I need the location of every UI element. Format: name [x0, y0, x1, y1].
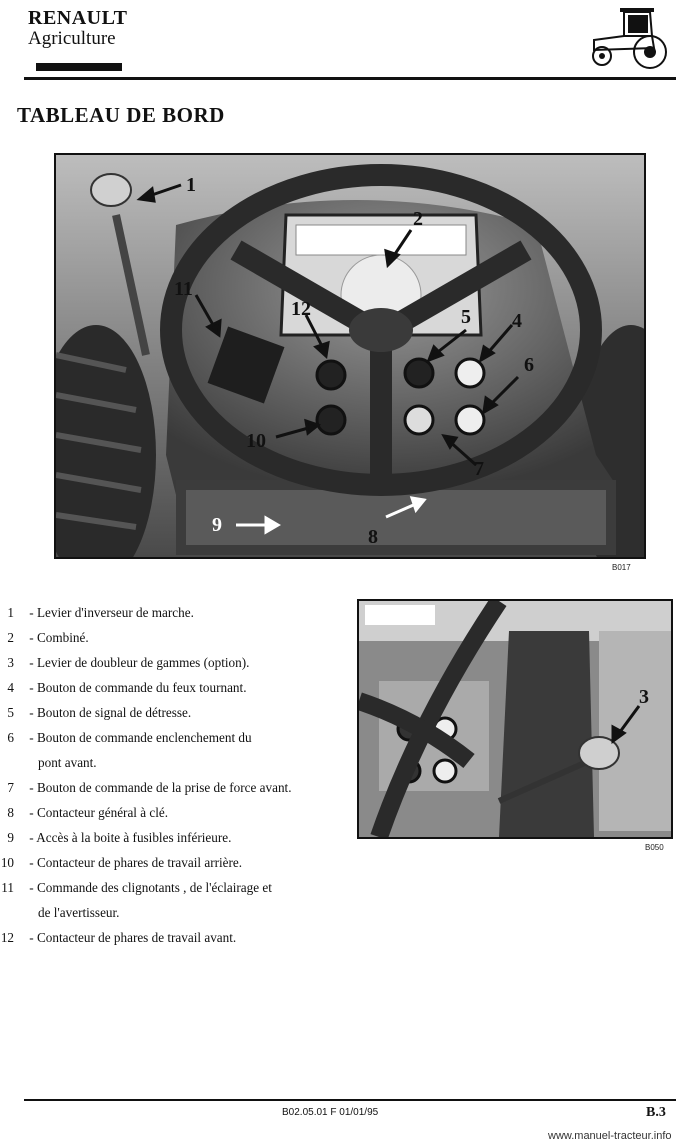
callout-12: 12: [291, 298, 311, 320]
legend-item: 2 - Combiné.: [7, 630, 89, 645]
callout-2: 2: [413, 208, 423, 230]
legend-item: 7 - Bouton de commande de la prise de force avant.: [7, 780, 292, 795]
page-number: B.3: [646, 1105, 666, 1120]
legend-item: 12 - Contacteur de phares de travail avant.: [0, 930, 237, 945]
brand-bar: [36, 63, 122, 71]
photo-main-caption: B017: [612, 563, 631, 572]
brand-subtitle: Agriculture: [28, 28, 116, 49]
brand-logo: [28, 8, 127, 48]
lever-photo: [357, 599, 673, 839]
dashboard-photo: [54, 153, 646, 559]
header-rule: [24, 77, 676, 80]
callout-10: 10: [246, 430, 266, 452]
watermark: www.manuel-tracteur.info: [548, 1130, 672, 1142]
legend-item: 10 - Contacteur de phares de travail arrière.: [0, 855, 243, 870]
callout-6: 6: [524, 354, 534, 376]
legend-item: 4 - Bouton de commande du feux tournant.: [7, 680, 247, 695]
callout-11: 11: [174, 278, 193, 300]
legend-item: 3 - Levier de doubleur de gammes (option).: [7, 655, 250, 670]
callout-4: 4: [512, 310, 522, 332]
callout-5: 5: [461, 306, 471, 328]
legend-list: [0, 600, 345, 950]
tractor-icon: [584, 6, 672, 72]
legend-item: 6 - Bouton de commande enclenchement du pont avant.: [7, 730, 252, 770]
callout-3: 3: [639, 686, 649, 708]
legend-item: 5 - Bouton de signal de détresse.: [7, 705, 192, 720]
page-title: TABLEAU DE BORD: [17, 103, 225, 127]
legend-item: 1 - Levier d'inverseur de marche.: [7, 605, 194, 620]
legend-item: 9 - Accès à la boite à fusibles inférieure.: [7, 830, 232, 845]
legend-item: 8 - Contacteur général à clé.: [7, 805, 169, 820]
callout-8: 8: [368, 526, 378, 548]
brand-name: RENAULT: [28, 7, 128, 29]
photo-small-caption: B050: [645, 843, 664, 852]
document-code: B02.05.01 F 01/01/95: [282, 1107, 379, 1118]
legend-item: 11 - Commande des clignotants , de l'éclairage et de l'avertisseur.: [1, 880, 272, 920]
callout-1: 1: [186, 174, 196, 196]
callout-9: 9: [212, 514, 222, 536]
footer-rule: [24, 1099, 676, 1101]
callout-7: 7: [474, 458, 484, 480]
